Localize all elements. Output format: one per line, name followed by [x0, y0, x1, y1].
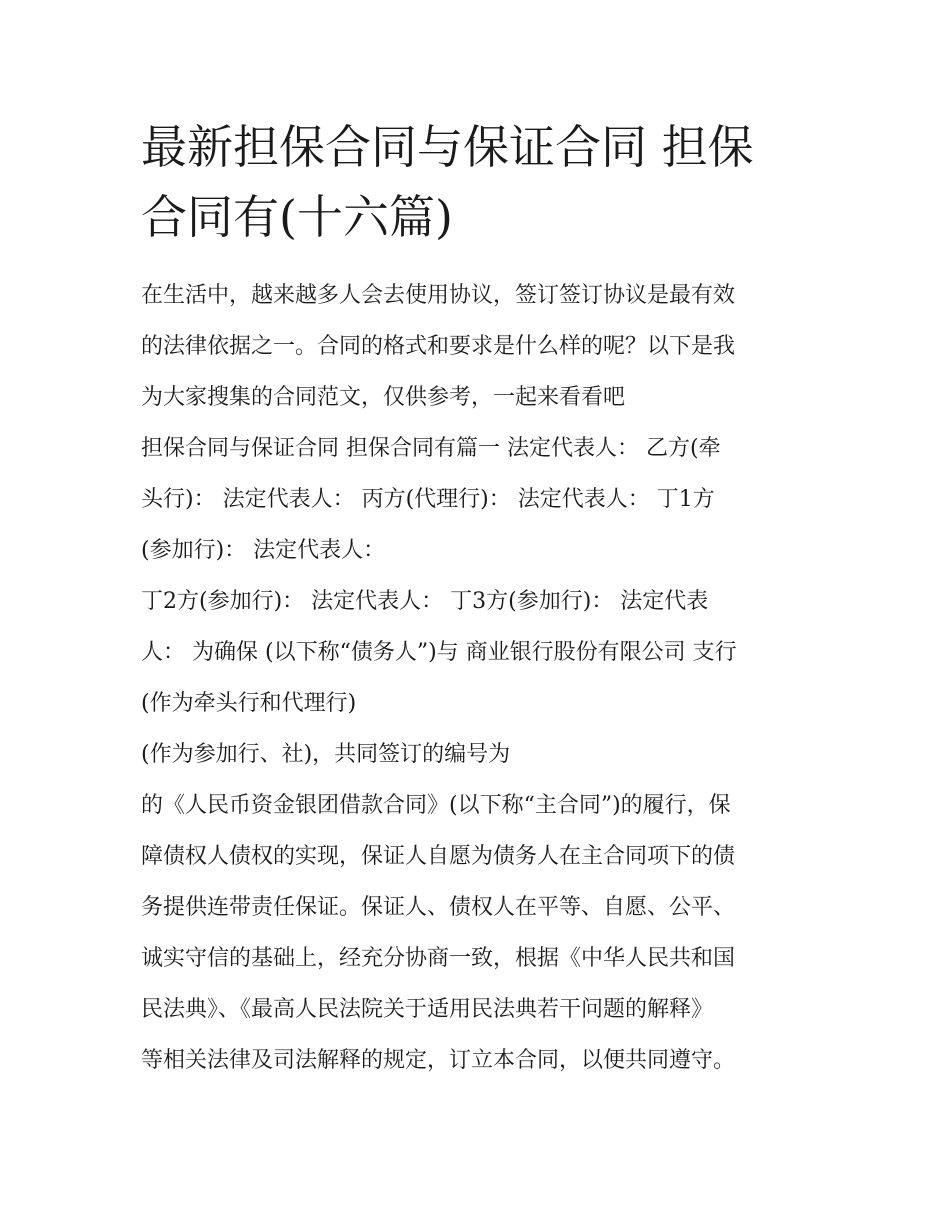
text-line: 民法典》、《最高人民法院关于适用民法典若干问题的解释》 — [141, 997, 714, 1022]
document-title — [141, 112, 813, 252]
title-line-1: 最新担保合同与保证合同 担保 — [141, 120, 754, 174]
text-line: 的法律依据之一。合同的格式和要求是什么样的呢？以下是我 — [141, 334, 736, 359]
paragraph-parties-1 — [141, 423, 813, 576]
paragraph-purpose — [141, 780, 813, 1086]
text-line: 为大家搜集的合同范文，仅供参考，一起来看看吧 — [141, 385, 626, 410]
text-line: 在生活中，越来越多人会去使用协议，签订签订协议是最有效 — [141, 283, 736, 308]
paragraph-parties-2 — [141, 576, 813, 729]
document-body — [141, 270, 813, 1086]
title-line-2: 合同有(十六篇) — [141, 190, 453, 244]
text-line: (作为参加行、社)，共同签订的编号为 — [141, 742, 511, 767]
text-line: 诚实守信的基础上，经充分协商一致，根据《中华人民共和国 — [141, 946, 736, 971]
paragraph-intro — [141, 270, 813, 423]
text-line: (参加行)： 法定代表人： — [141, 538, 386, 563]
text-line: 担保合同与保证合同 担保合同有篇一 法定代表人： 乙方(牵 — [141, 436, 721, 461]
text-line: 等相关法律及司法解释的规定，订立本合同，以便共同遵守。 — [141, 1048, 736, 1073]
document-page — [141, 112, 813, 1086]
paragraph-participants — [141, 729, 813, 780]
text-line: 人： 为确保 (以下称“债务人”)与 商业银行股份有限公司 支行 — [141, 640, 737, 665]
text-line: 务提供连带责任保证。保证人、债权人在平等、自愿、公平、 — [141, 895, 736, 920]
text-line: 障债权人债权的实现，保证人自愿为债务人在主合同项下的债 — [141, 844, 736, 869]
text-line: (作为牵头行和代理行) — [141, 691, 357, 716]
text-line: 头行)： 法定代表人： 丙方(代理行)： 法定代表人： 丁1方 — [141, 487, 715, 512]
text-line: 丁2方(参加行)： 法定代表人： 丁3方(参加行)： 法定代表 — [141, 589, 709, 614]
text-line: 的《人民币资金银团借款合同》(以下称“主合同”)的履行，保 — [141, 793, 731, 818]
